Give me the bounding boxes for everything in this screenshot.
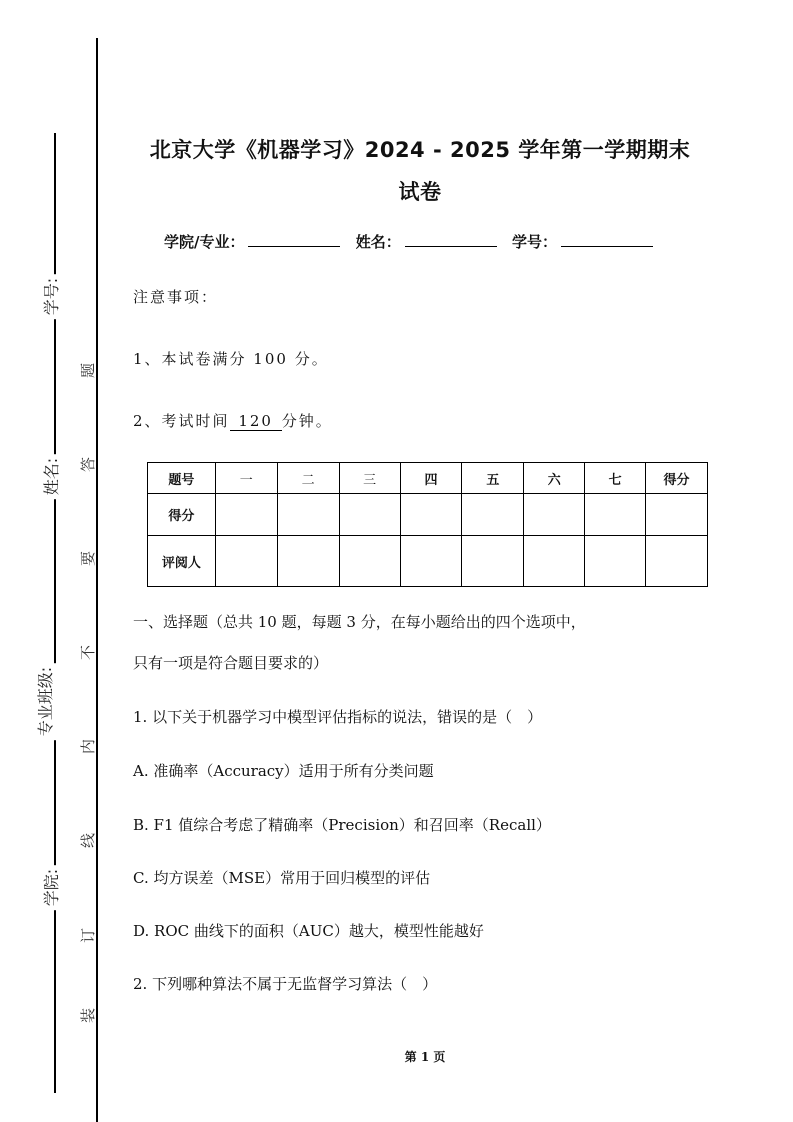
college-major-blank[interactable] — [248, 232, 340, 247]
header-cell: 五 — [462, 463, 524, 494]
score-cell[interactable] — [462, 494, 524, 536]
section-1-heading-line2: 只有一项是符合题目要求的） — [133, 654, 329, 672]
header-cell: 二 — [277, 463, 339, 494]
note-item-2-suffix: 分钟。 — [281, 412, 333, 430]
seal-char: 题 — [79, 362, 98, 379]
college-major-label: 学院/专业： — [164, 233, 245, 251]
reviewer-cell[interactable] — [646, 536, 708, 587]
header-cell: 一 — [215, 463, 277, 494]
seal-char: 线 — [79, 832, 98, 849]
seal-char: 答 — [79, 456, 98, 473]
score-cell[interactable] — [339, 494, 400, 536]
question-1-stem: 1. 以下关于机器学习中模型评估指标的说法，错误的是（ ） — [133, 708, 543, 726]
score-cell[interactable] — [585, 494, 646, 536]
score-table-header-row — [148, 463, 708, 494]
header-cell: 得分 — [646, 463, 708, 494]
note-item-1: 1、本试卷满分 100 分。 — [133, 350, 329, 368]
question-1-option-a: A. 准确率（Accuracy）适用于所有分类问题 — [133, 762, 434, 780]
name-blank[interactable] — [405, 232, 497, 247]
score-row — [148, 494, 708, 536]
score-cell[interactable] — [215, 494, 277, 536]
exam-duration-value: 120 — [231, 412, 280, 430]
exam-title-line1: 北京大学《机器学习》2024 - 2025 学年第一学期期末 — [149, 138, 691, 162]
binding-line-main — [96, 38, 98, 1122]
section-1-heading-line1: 一、选择题（总共 10 题，每题 3 分，在每小题给出的四个选项中， — [133, 613, 586, 631]
reviewer-row — [148, 536, 708, 587]
name-label: 姓名： — [355, 233, 401, 251]
exam-title-line2: 试卷 — [398, 180, 442, 204]
reviewer-cell[interactable] — [524, 536, 585, 587]
note-item-2 — [133, 410, 333, 431]
page-number: 第 1 页 — [404, 1050, 446, 1064]
seal-char: 装 — [79, 1007, 98, 1024]
question-2-stem: 2. 下列哪种算法不属于无监督学习算法（ ） — [133, 975, 438, 993]
seal-char: 内 — [79, 738, 98, 755]
header-cell: 题号 — [148, 463, 216, 494]
seal-char: 订 — [79, 927, 98, 944]
reviewer-cell[interactable] — [400, 536, 462, 587]
student-id-label: 学号： — [511, 233, 557, 251]
question-1-option-c: C. 均方误差（MSE）常用于回归模型的评估 — [133, 869, 431, 887]
notes-heading: 注意事项： — [133, 288, 219, 306]
reviewer-cell[interactable] — [462, 536, 524, 587]
margin-field-college: 学院: — [39, 865, 62, 910]
score-cell[interactable] — [524, 494, 585, 536]
header-cell: 四 — [400, 463, 462, 494]
seal-char: 要 — [79, 550, 98, 567]
margin-field-name: 姓名: — [39, 454, 62, 499]
reviewer-cell[interactable] — [585, 536, 646, 587]
reviewer-cell[interactable] — [339, 536, 400, 587]
question-1-option-d: D. ROC 曲线下的面积（AUC）越大，模型性能越好 — [133, 922, 484, 940]
score-table — [147, 462, 708, 587]
note-item-2-prefix: 2、考试时间 — [133, 412, 230, 430]
score-cell[interactable] — [277, 494, 339, 536]
header-cell: 六 — [524, 463, 585, 494]
row-label: 得分 — [148, 494, 216, 536]
header-cell: 三 — [339, 463, 400, 494]
reviewer-cell[interactable] — [215, 536, 277, 587]
question-1-option-b: B. F1 值综合考虑了精确率（Precision）和召回率（Recall） — [133, 816, 551, 834]
score-cell[interactable] — [400, 494, 462, 536]
margin-field-student-id: 学号: — [39, 274, 62, 319]
row-label: 评阅人 — [148, 536, 216, 587]
student-info-fields — [164, 231, 663, 252]
margin-field-major-class: 专业班级: — [33, 663, 56, 740]
reviewer-cell[interactable] — [277, 536, 339, 587]
header-cell: 七 — [585, 463, 646, 494]
seal-char: 不 — [79, 644, 98, 661]
score-cell[interactable] — [646, 494, 708, 536]
student-id-blank[interactable] — [561, 232, 653, 247]
